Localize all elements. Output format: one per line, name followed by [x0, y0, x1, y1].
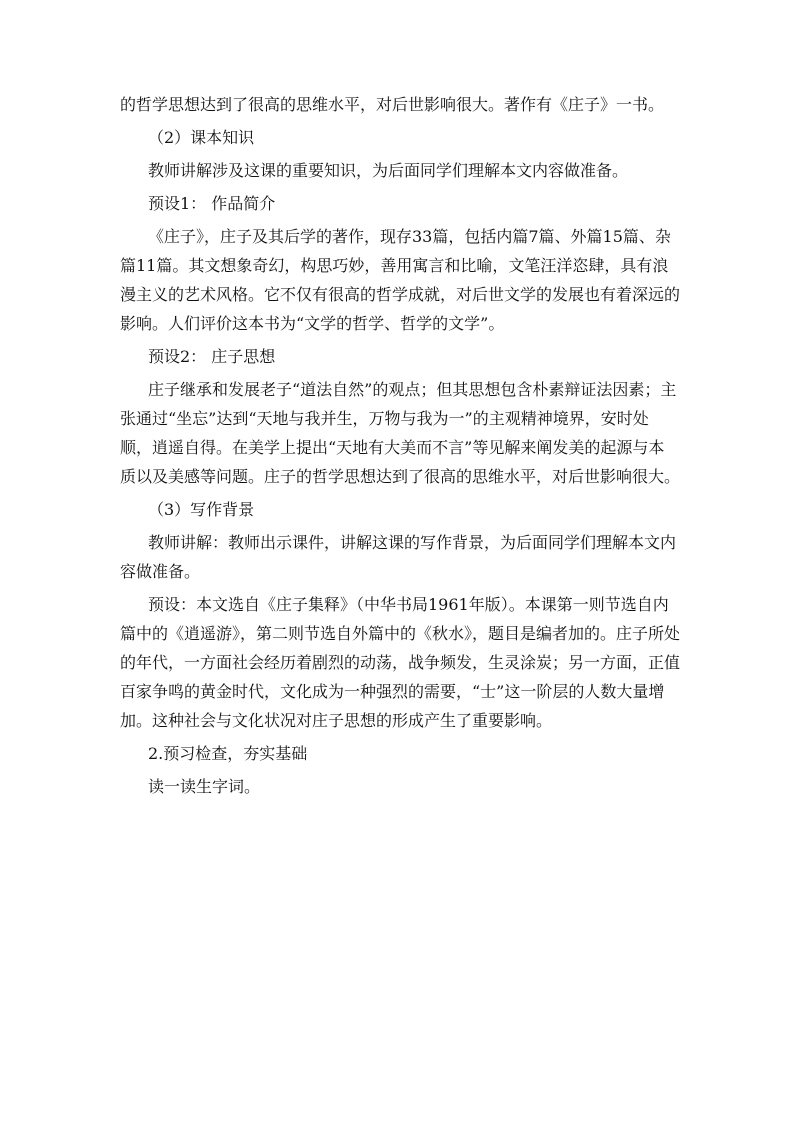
subheading-zhuangzi-thought: 预设2： 庄子思想 — [148, 347, 276, 366]
paragraph-continuation: 的哲学思想达到了很高的思维水平，对后世影响很大。著作有《庄子》一书。 — [120, 95, 665, 114]
paragraph-teacher-explanation: 教师讲解涉及这课的重要知识，为后面同学们理解本文内容做准备。 — [148, 161, 629, 180]
paragraph-zhuangzi-thought: 庄子继承和发展老子“道法自然”的观点；但其思想包含朴素辩证法因素；主张通过“坐忘”达到“天地与我并生，万物与我为一”的主观精神境界，安时处顺，逍遥自得。在美学上提出“天地有大美而不言”等见解来阐发美的起源与本质以及美感等问题。庄子的哲学思想达到了很高的思维水平，对后世影响很大。 — [120, 380, 681, 486]
paragraph-work-intro: 《庄子》，庄子及其后学的著作，现存33篇，包括内篇7篇、外篇15篇、杂篇11篇。其文想象奇幻，构思巧妙，善用寓言和比喻，文笔汪洋恣肆，具有浪漫主义的艺术风格。它不仅有很高的哲学成就，对后世文学的发展也有着深远的影响。人们评价这本书为“文学的哲学、哲学的文学”。 — [120, 227, 681, 333]
paragraph-background-preset: 预设：本文选自《庄子集释》（中华书局1961年版）。本课第一则节选自内篇中的《逍遥游》，第二则节选自外篇中的《秋水》，题目是编者加的。庄子所处的年代，一方面社会经历着剧烈的动荡，战争频发，生灵涂炭；另一方面，正值百家争鸣的黄金时代，文化成为一种强烈的需要，“士”这一阶层的人数大量增加。这种社会与文化状况对庄子思想的形成产生了重要影响。 — [120, 595, 681, 730]
document-body — [120, 90, 680, 805]
section-heading-writing-background: （3）写作背景 — [148, 500, 255, 519]
section-heading-textbook-knowledge: （2）课本知识 — [148, 128, 255, 147]
subheading-work-intro: 预设1： 作品简介 — [148, 194, 276, 213]
paragraph-background-explanation: 教师讲解：教师出示课件，讲解这课的写作背景，为后面同学们理解本文内容做准备。 — [120, 533, 677, 581]
paragraph-read-words: 读一读生字词。 — [148, 777, 261, 796]
section-heading-preview-check: 2.预习检查，夯实基础 — [148, 744, 308, 763]
